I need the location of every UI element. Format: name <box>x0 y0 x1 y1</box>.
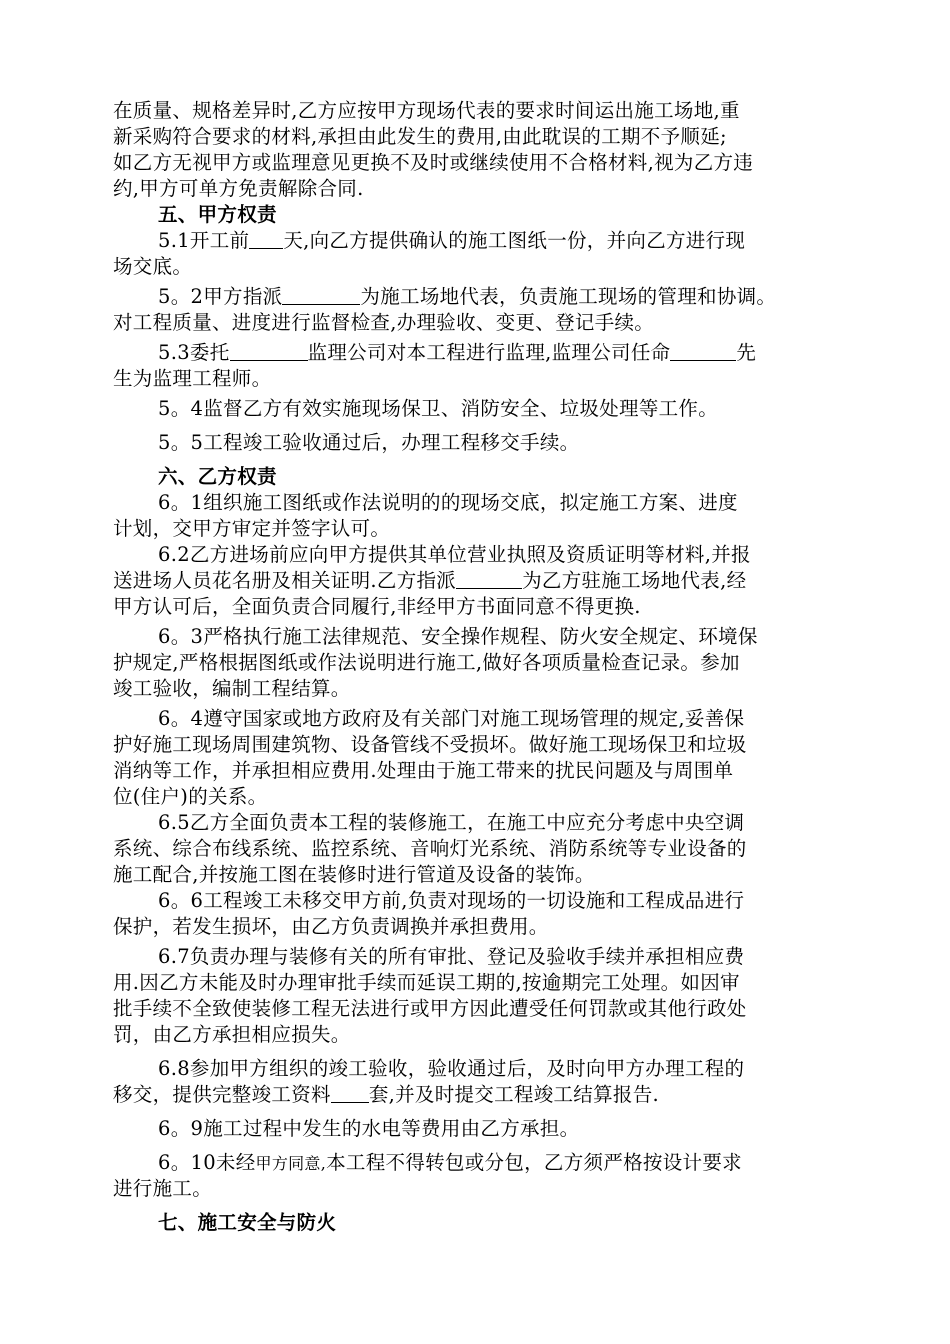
clause-text: 本工程不得转包或分包，乙方须严格按设计要求 <box>326 1151 742 1174</box>
text-line <box>113 1082 659 1108</box>
clause-text: 送进场人员花名册及相关证明.乙方指派 <box>113 569 457 592</box>
text-line: 位(住户)的关系。 <box>113 785 268 808</box>
clause-text: 5。2甲方指派 <box>158 285 283 308</box>
text-line: 对工程质量、进度进行监督检查,办理验收、变更、登记手续。 <box>113 311 655 334</box>
clause-6-3: 6。3严格执行施工法律规范、安全操作规程、防火安全规定、环境保 <box>158 625 758 648</box>
clause-text: 套,并及时提交工程竣工结算报告. <box>368 1083 660 1106</box>
blank-field <box>282 284 360 305</box>
clause-5-5: 5。5工程竣工验收通过后，办理工程移交手续。 <box>158 431 580 454</box>
clause-text: 为施工场地代表，负责施工现场的管理和协调。 <box>360 285 777 308</box>
text-line: 消纳等工作，并承担相应费用.处理由于施工带来的扰民问题及与周围单 <box>113 759 734 782</box>
section-heading: 五、甲方权责 <box>158 203 277 226</box>
text-line: 计划，交甲方审定并签字认可。 <box>113 517 391 540</box>
text-line: 罚，由乙方承担相应损失。 <box>113 1023 351 1046</box>
text-line: 进行施工。 <box>113 1177 213 1200</box>
clause-text: 先 <box>736 341 757 364</box>
clause-6-1: 6。1组织施工图纸或作法说明的的现场交底，拟定施工方案、进度 <box>158 491 738 514</box>
clause-6-8: 6.8参加甲方组织的竣工验收，验收通过后，及时向甲方办理工程的 <box>158 1057 745 1080</box>
clause-6-7: 6.7负责办理与装修有关的所有审批、登记及验收手续并承担相应费 <box>158 945 745 968</box>
text-line: 如乙方无视甲方或监理意见更换不及时或继续使用不合格材料,视为乙方违 <box>113 151 754 174</box>
section-heading: 六、乙方权责 <box>158 465 277 488</box>
text-line: 场交底。 <box>113 255 193 278</box>
clause-text: 6。10未经 <box>158 1151 256 1174</box>
text-line: 竣工验收，编制工程结算。 <box>113 677 351 700</box>
blank-field <box>249 228 283 249</box>
blank-field <box>456 568 522 589</box>
clause-5-3 <box>158 340 756 366</box>
clause-6-9: 6。9施工过程中发生的水电等费用由乙方承担。 <box>158 1117 580 1140</box>
text-line: 系统、综合布线系统、监控系统、音响灯光系统、消防系统等专业设备的 <box>113 837 747 860</box>
blank-field <box>230 340 308 361</box>
text-line: 生为监理工程师。 <box>113 367 272 390</box>
clause-5-4: 5。4监督乙方有效实施现场保卫、消防安全、垃圾处理等工作。 <box>158 397 719 420</box>
clause-6-4: 6。4遵守国家或地方政府及有关部门对施工现场管理的规定,妥善保 <box>158 707 745 730</box>
blank-field <box>331 1082 369 1103</box>
text-line: 甲方认可后，全面负责合同履行,非经甲方书面同意不得更换. <box>113 595 641 618</box>
text-line: 在质量、规格差异时,乙方应按甲方现场代表的要求时间运出施工场地,重 <box>113 99 740 122</box>
text-line: 新采购符合要求的材料,承担由此发生的费用,由此耽误的工期不予顺延; <box>113 125 727 148</box>
clause-6-2: 6.2乙方进场前应向甲方提供其单位营业执照及资质证明等材料,并报 <box>158 543 751 566</box>
section-heading: 七、施工安全与防火 <box>158 1211 337 1234</box>
clause-6-10 <box>158 1150 742 1176</box>
clause-text: 移交，提供完整竣工资料 <box>113 1083 331 1106</box>
text-line: 保护，若发生损坏，由乙方负责调换并承担费用。 <box>113 915 549 938</box>
clause-6-5: 6.5乙方全面负责本工程的装修施工，在施工中应充分考虑中央空调 <box>158 811 745 834</box>
clause-6-6: 6。6工程竣工未移交甲方前,负责对现场的一切设施和工程成品进行 <box>158 889 745 912</box>
clause-5-1 <box>158 228 745 254</box>
text-line: 护规定,严格根据图纸或作法说明进行施工,做好各项质量检查记录。参加 <box>113 651 740 674</box>
text-line: 施工配合,并按施工图在装修时进行管道及设备的装饰。 <box>113 863 595 886</box>
text-line: 用.因乙方未能及时办理审批手续而延误工期的,按逾期完工处理。如因审 <box>113 971 740 994</box>
text-line: 约,甲方可单方免责解除合同. <box>113 177 364 200</box>
text-line: 批手续不全致使装修工程无法进行或甲方因此遭受任何罚款或其他行政处 <box>113 997 747 1020</box>
clause-text: 为乙方驻施工场地代表,经 <box>522 569 747 592</box>
clause-text: 5.1开工前 <box>158 229 250 252</box>
clause-5-2 <box>158 284 776 310</box>
text-line: 护好施工现场周围建筑物、设备管线不受损坏。做好施工现场保卫和垃圾 <box>113 733 747 756</box>
blank-field <box>670 340 736 361</box>
clause-text-small: 甲方同意, <box>255 1154 327 1173</box>
clause-text: 监理公司对本工程进行监理,监理公司任命 <box>307 341 671 364</box>
clause-text: 天,向乙方提供确认的施工图纸一份，并向乙方进行现 <box>283 229 746 252</box>
clause-text: 5.3委托 <box>158 341 230 364</box>
text-line <box>113 568 746 594</box>
